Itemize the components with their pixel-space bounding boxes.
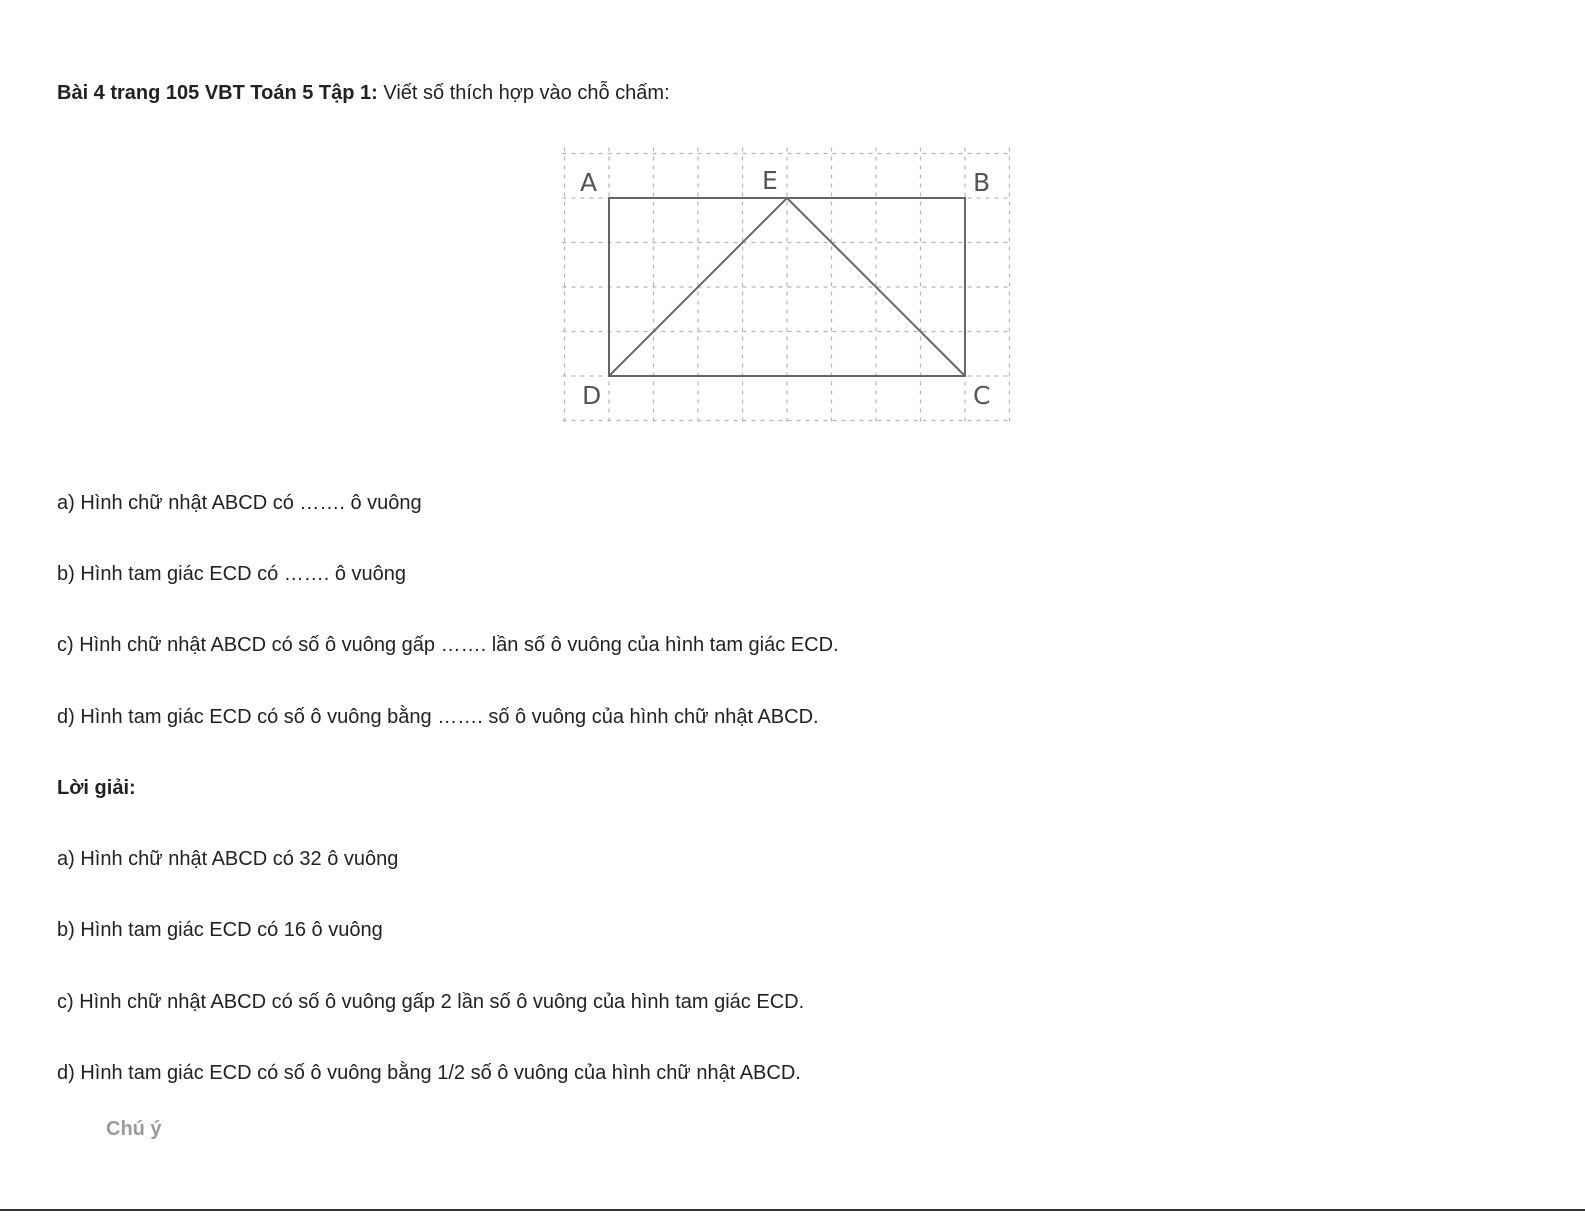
exercise-title-bold: Bài 4 trang 105 VBT Toán 5 Tập 1: bbox=[57, 82, 378, 104]
label-b: B bbox=[973, 168, 991, 197]
exercise-title-rest: Viết số thích hợp vào chỗ chấm: bbox=[377, 82, 670, 104]
question-a: a) Hình chữ nhật ABCD có ……. ô vuông bbox=[57, 492, 422, 514]
grid-figure bbox=[560, 142, 1012, 426]
solution-heading: Lời giải: bbox=[57, 777, 136, 799]
grid-lines bbox=[563, 148, 1012, 423]
answer-a: a) Hình chữ nhật ABCD có 32 ô vuông bbox=[57, 848, 399, 870]
question-d: d) Hình tam giác ECD có số ô vuông bằng ……. số ô vuông của hình chữ nhật ABCD. bbox=[57, 706, 819, 728]
label-c: C bbox=[973, 381, 991, 410]
label-a: A bbox=[580, 168, 598, 197]
grid-svg bbox=[560, 142, 1012, 426]
note-label: Chú ý bbox=[106, 1118, 162, 1140]
question-b: b) Hình tam giác ECD có ……. ô vuông bbox=[57, 563, 407, 585]
answer-d: d) Hình tam giác ECD có số ô vuông bằng 1/2 số ô vuông của hình chữ nhật ABCD. bbox=[57, 1062, 801, 1084]
answer-b: b) Hình tam giác ECD có 16 ô vuông bbox=[57, 919, 383, 941]
exercise-title bbox=[57, 81, 670, 105]
label-e: E bbox=[762, 166, 778, 195]
label-d: D bbox=[582, 381, 602, 410]
question-c: c) Hình chữ nhật ABCD có số ô vuông gấp ……. lần số ô vuông của hình tam giác ECD. bbox=[57, 634, 839, 656]
answer-c: c) Hình chữ nhật ABCD có số ô vuông gấp 2 lần số ô vuông của hình tam giác ECD. bbox=[57, 991, 805, 1013]
bottom-divider bbox=[0, 1209, 1585, 1211]
